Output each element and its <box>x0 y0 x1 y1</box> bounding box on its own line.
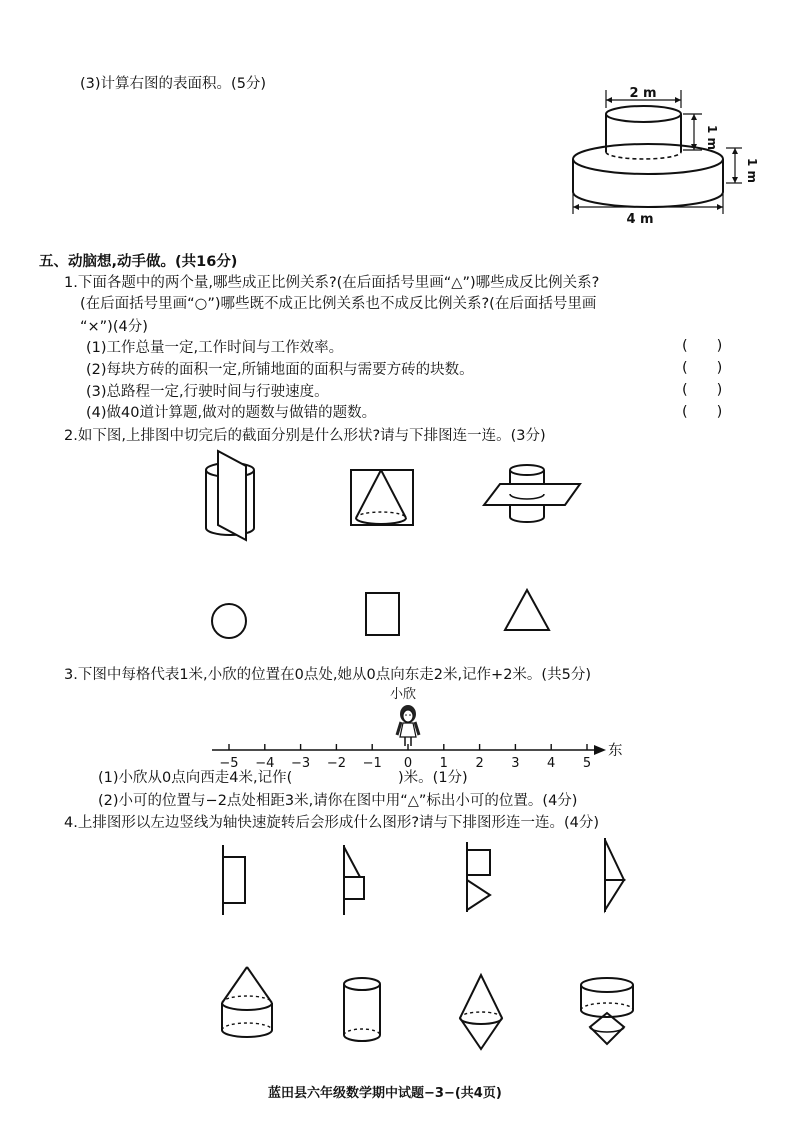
q4-rectangle-axis-icon[interactable] <box>215 840 255 920</box>
q1-line3: “×”)(4分) <box>80 319 148 335</box>
q2-cone-cut-icon[interactable] <box>345 465 435 535</box>
q3-sub1-after: )米。(1分) <box>398 770 468 786</box>
q2-triangle-shape[interactable] <box>500 585 555 635</box>
number-line-tick-label: −2 <box>326 756 346 771</box>
q1-item-4: (4)做40道计算题,做对的题数与做错的题数。 <box>86 405 377 421</box>
person-label: 小欣 <box>390 687 417 702</box>
page-footer: 蓝田县六年级数学期中试题−3−(共4页) <box>268 1086 502 1101</box>
q4-text: 4.上排图形以左边竖线为轴快速旋转后会形成什么图形?请与下排图形连一连。(4分) <box>64 815 600 831</box>
q3-surface-text: (3)计算右图的表面积。(5分) <box>80 76 267 92</box>
number-line-tick-label: 3 <box>511 756 520 771</box>
q2-circle-shape[interactable] <box>205 600 255 642</box>
top-width-label: 2 m <box>629 86 657 101</box>
q3-sub1-answer-blank[interactable] <box>342 771 394 787</box>
q4-double-cone-icon[interactable] <box>455 970 510 1055</box>
number-line-tick-label: 0 <box>403 756 413 771</box>
q1-line1: 1.下面各题中的两个量,哪些成正比例关系?(在后面括号里画“△”)哪些成反比例关系? <box>64 275 600 291</box>
top-height-label: 1 m <box>705 125 719 151</box>
q2-cylinder-horizontal-cut-icon[interactable] <box>480 460 590 530</box>
q1-answer-blank-2[interactable]: ( ) <box>682 360 723 376</box>
q3-text: 3.下图中每格代表1米,小欣的位置在0点处,她从0点向东走2米,记作+2米。(共5分) <box>64 667 591 683</box>
east-label: 东 <box>608 743 623 759</box>
q4-cone-on-cylinder-icon[interactable] <box>215 960 280 1045</box>
number-line-tick-label: 2 <box>475 756 484 771</box>
q1-item-2: (2)每块方砖的面积一定,所铺地面的面积与需要方砖的块数。 <box>86 362 474 378</box>
bottom-height-label: 1 m <box>745 158 759 184</box>
number-line-tick-label: −5 <box>219 756 239 771</box>
number-line-tick-label: 5 <box>582 756 592 771</box>
q1-item-3: (3)总路程一定,行驶时间与行驶速度。 <box>86 384 329 400</box>
q1-answer-blank-4[interactable]: ( ) <box>682 404 723 420</box>
q3-sub1-before: (1)小欣从0点向西走4米,记作( <box>98 770 293 786</box>
q4-rectangle-triangle-axis-icon[interactable] <box>455 840 500 920</box>
q1-answer-blank-3[interactable]: ( ) <box>682 382 723 398</box>
section5-heading: 五、动脑想,动手做。(共16分) <box>39 254 238 270</box>
q1-item-1: (1)工作总量一定,工作时间与工作效率。 <box>86 340 344 356</box>
q2-text: 2.如下图,上排图中切完后的截面分别是什么形状?请与下排图连一连。(3分) <box>64 428 546 444</box>
number-line-tick-label: 4 <box>547 756 556 771</box>
q4-triangle-rectangle-axis-icon[interactable] <box>335 840 375 920</box>
q4-cylinder-icon[interactable] <box>340 975 385 1050</box>
q2-cylinder-vertical-cut-icon[interactable] <box>195 445 275 545</box>
q2-rectangle-shape[interactable] <box>360 590 405 640</box>
q4-cylinder-with-double-cone-icon[interactable] <box>575 970 640 1050</box>
number-line-tick-label: 1 <box>439 756 448 771</box>
stacked-cylinders-figure <box>560 80 760 230</box>
bottom-width-label: 4 m <box>626 212 654 227</box>
number-line-tick-label: −1 <box>362 756 382 771</box>
number-line-tick-label: −4 <box>255 756 275 771</box>
q3-sub2: (2)小可的位置与−2点处相距3米,请你在图中用“△”标出小可的位置。(4分) <box>98 793 578 809</box>
q4-double-triangle-axis-icon[interactable] <box>595 835 635 920</box>
number-line-tick-label: −3 <box>291 756 311 771</box>
q1-answer-blank-1[interactable]: ( ) <box>682 338 723 354</box>
q1-line2: (在后面括号里画“○”)哪些既不成正比例关系也不成反比例关系?(在后面括号里画 <box>80 296 597 312</box>
